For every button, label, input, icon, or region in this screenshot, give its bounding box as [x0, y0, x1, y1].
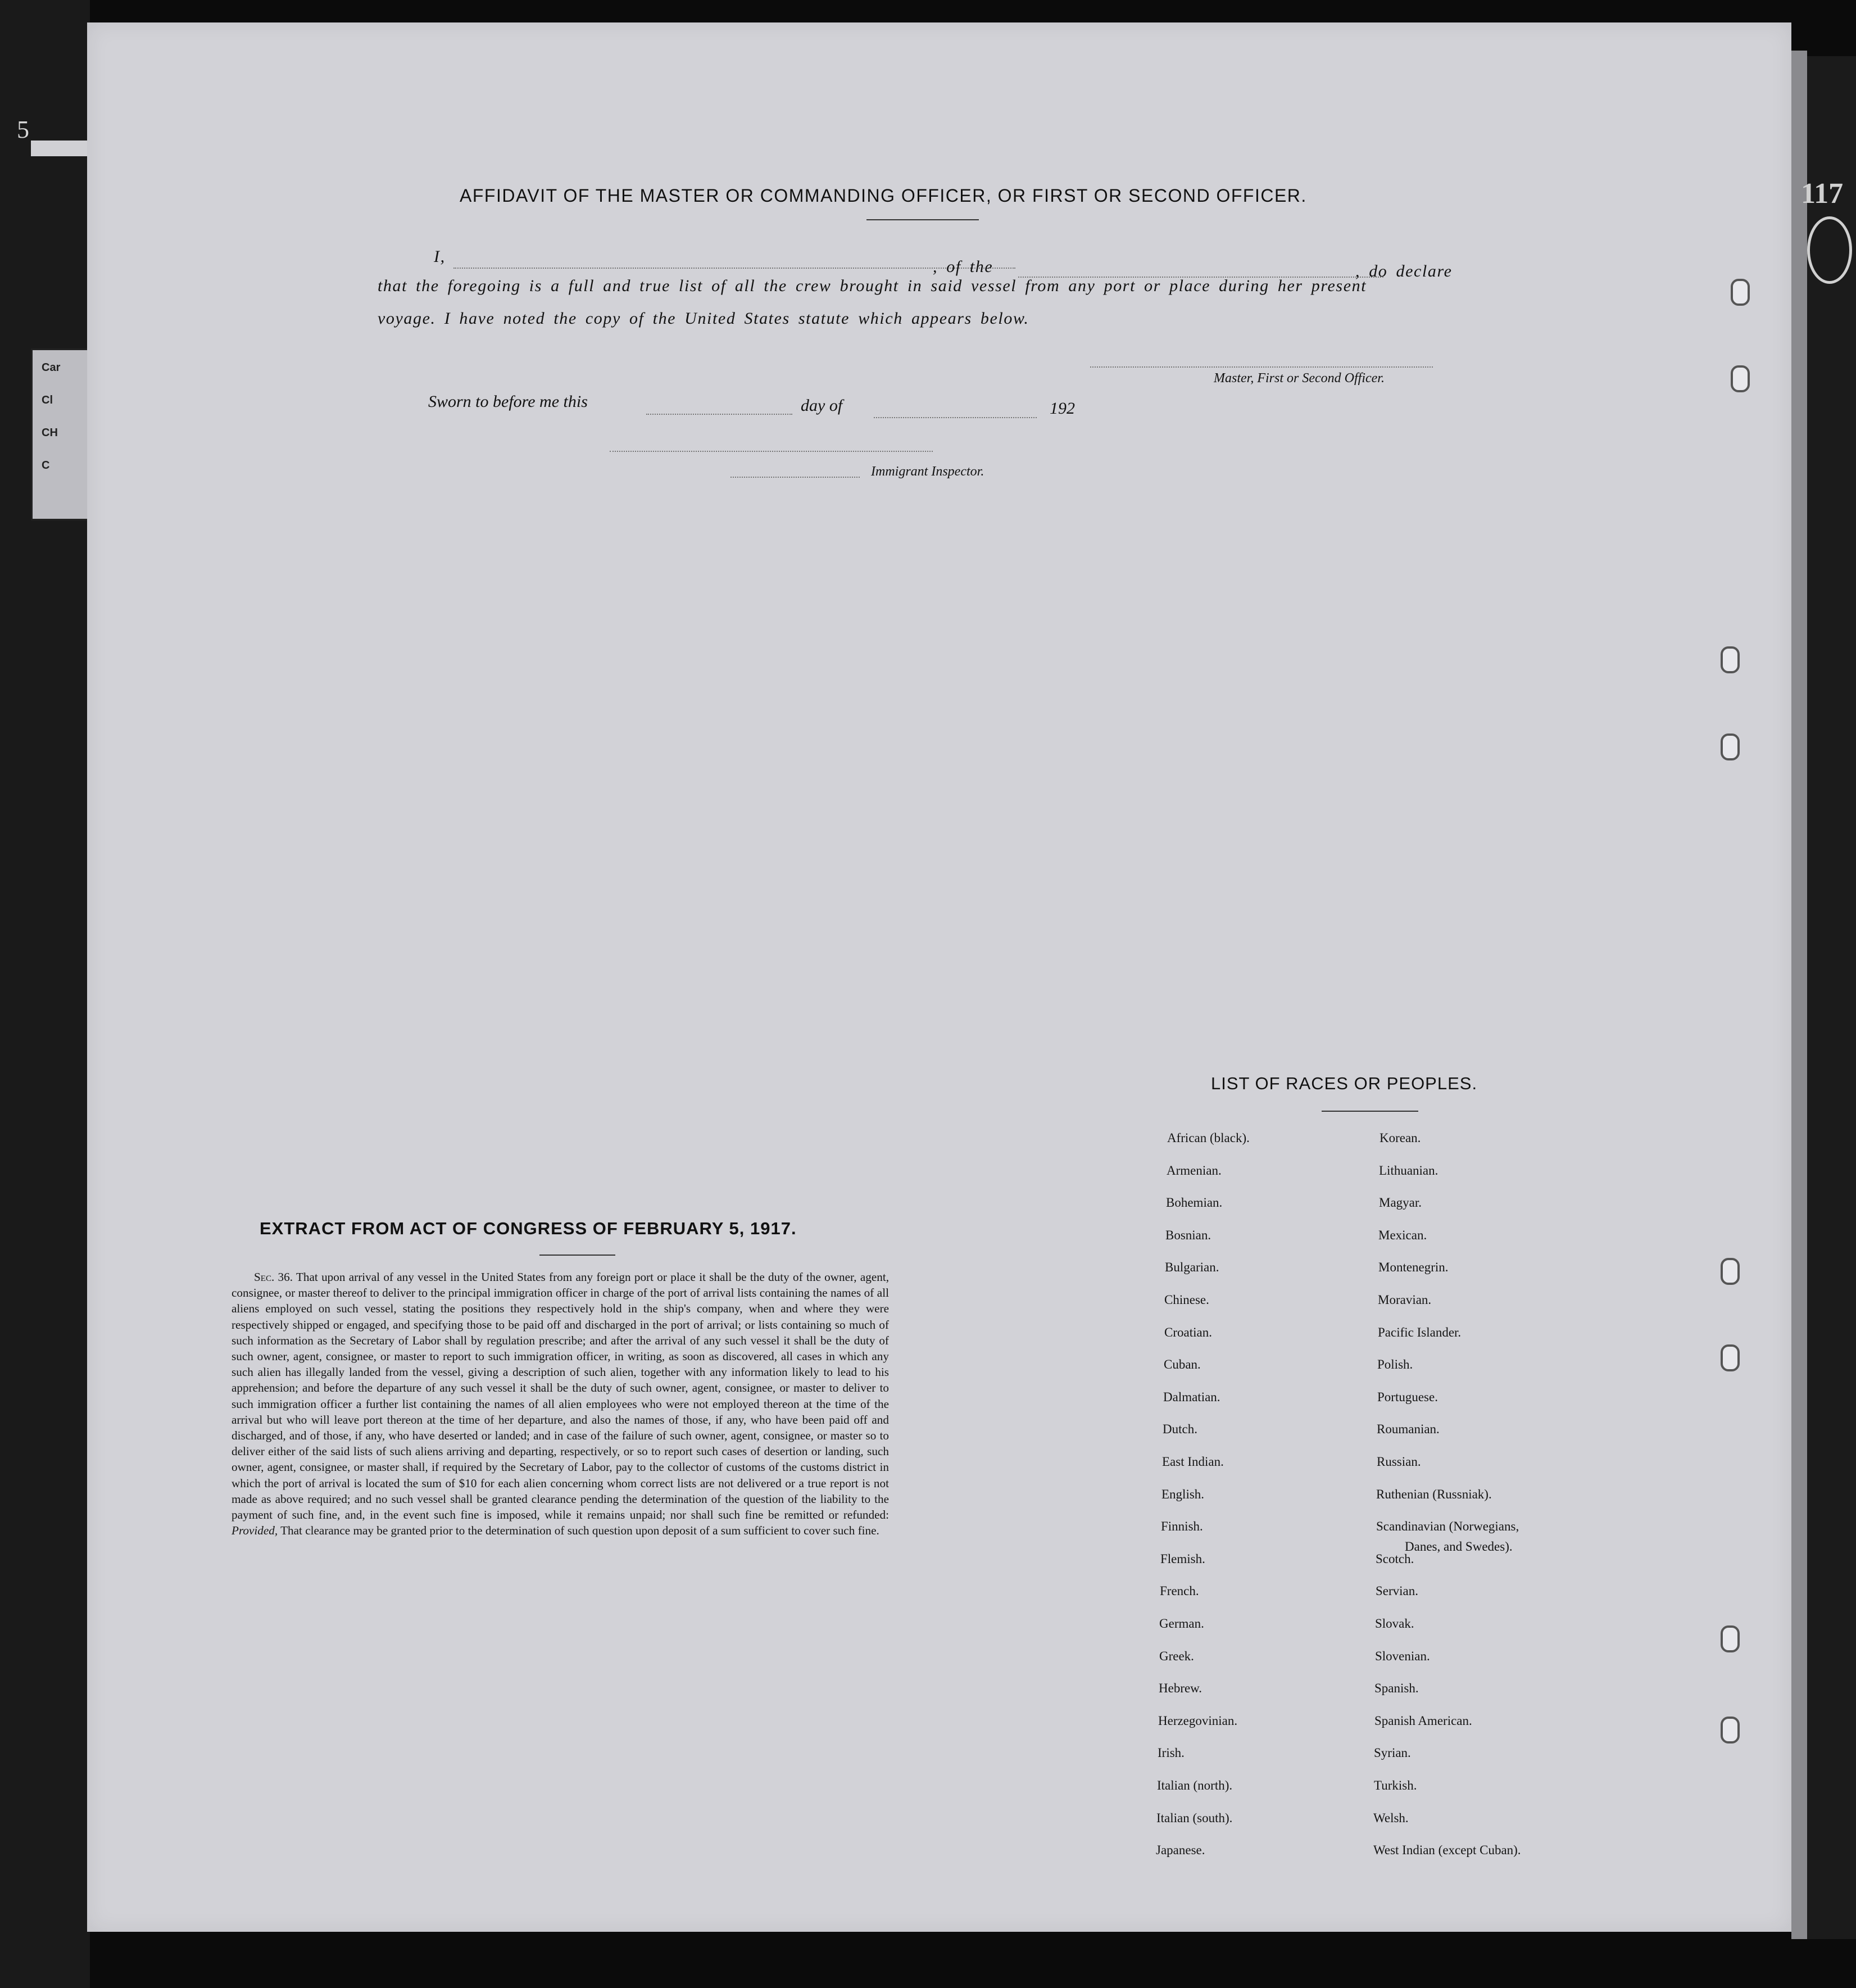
punch-hole — [1721, 733, 1740, 760]
extract-body-end: That clearance may be granted prior to the determination of such question upon deposit of a sum sufficient to cover such fine. — [280, 1524, 879, 1538]
margin-number: 5 — [17, 116, 29, 143]
race-item: German. — [1159, 1616, 1204, 1631]
race-item: Japanese. — [1156, 1843, 1205, 1857]
race-item: Chinese. — [1164, 1293, 1209, 1307]
race-item: Greek. — [1159, 1649, 1194, 1663]
race-item: Lithuanian. — [1379, 1163, 1438, 1178]
inspector-dotted-line — [730, 477, 860, 478]
inspector-signature-line[interactable] — [610, 451, 933, 452]
race-item: Dutch. — [1163, 1422, 1197, 1436]
race-item: Ruthenian (Russniak). — [1376, 1487, 1492, 1501]
name-blank[interactable] — [453, 268, 1015, 269]
scan-left-margin — [0, 0, 90, 1988]
affidavit-do-declare: , do declare — [1355, 262, 1453, 280]
race-item: English. — [1161, 1487, 1205, 1501]
scan-right-margin — [1807, 56, 1856, 1939]
extract-section: Sec. 36. — [254, 1270, 293, 1284]
race-item: Armenian. — [1167, 1163, 1222, 1178]
margin-right-mark: 117 — [1801, 178, 1844, 210]
race-item: Italian (north). — [1157, 1778, 1233, 1792]
day-blank[interactable] — [646, 414, 792, 415]
title-rule — [866, 219, 979, 220]
race-item: Moravian. — [1378, 1293, 1432, 1307]
race-item: Finnish. — [1161, 1519, 1203, 1533]
affidavit-line-2: that the foregoing is a full and true list of all the crew brought in said vessel from any port or place during her present — [378, 277, 1367, 295]
month-blank[interactable] — [874, 417, 1037, 418]
race-item: Flemish. — [1160, 1552, 1205, 1566]
affidavit-title: AFFIDAVIT OF THE MASTER OR COMMANDING OFFICER, OR FIRST OR SECOND OFFICER. — [460, 185, 1307, 206]
race-item: Polish. — [1377, 1357, 1413, 1371]
race-item: Spanish. — [1374, 1681, 1419, 1695]
race-item: East Indian. — [1162, 1455, 1224, 1469]
race-item: Pacific Islander. — [1378, 1325, 1462, 1339]
race-item: Slovak. — [1375, 1616, 1414, 1631]
race-item: West Indian (except Cuban). — [1373, 1843, 1521, 1857]
race-item: Syrian. — [1374, 1746, 1411, 1760]
extract-title: EXTRACT FROM ACT OF CONGRESS OF FEBRUARY 5, 1917. — [260, 1219, 797, 1238]
signature-line[interactable] — [1090, 366, 1433, 368]
race-item: Herzegovinian. — [1158, 1714, 1238, 1728]
race-item: Portuguese. — [1377, 1390, 1438, 1404]
affidavit-i: I, — [434, 247, 446, 266]
race-item: Turkish. — [1374, 1778, 1417, 1792]
day-of-text: day of — [801, 396, 843, 415]
extract-rule — [539, 1255, 615, 1256]
race-item: Scandinavian (Norwegians, — [1376, 1519, 1519, 1533]
race-item: Servian. — [1376, 1584, 1419, 1598]
race-item: Cuban. — [1164, 1357, 1201, 1371]
affidavit-of-the: , of the — [933, 257, 993, 276]
punch-hole — [1721, 1258, 1740, 1285]
sworn-text: Sworn to before me this — [428, 392, 588, 411]
punch-hole — [1731, 279, 1750, 306]
race-item: Hebrew. — [1159, 1681, 1202, 1695]
race-item: Italian (south). — [1156, 1811, 1233, 1825]
race-item: Magyar. — [1379, 1195, 1422, 1210]
race-item: African (black). — [1167, 1131, 1250, 1145]
extract-provided: Provided, — [232, 1524, 278, 1538]
inspector-label: Immigrant Inspector. — [871, 464, 984, 479]
race-item-continuation: Danes, and Swedes). — [1405, 1539, 1513, 1554]
race-item: Roumanian. — [1377, 1422, 1440, 1436]
margin-card-line: CH — [42, 427, 58, 439]
margin-card — [31, 348, 90, 520]
punch-hole — [1721, 1344, 1740, 1371]
race-item: Croatian. — [1164, 1325, 1212, 1339]
punch-hole — [1721, 1717, 1740, 1744]
margin-card-line: Car — [42, 361, 61, 374]
races-rule — [1322, 1111, 1418, 1112]
punch-hole — [1721, 646, 1740, 673]
extract-text — [232, 1269, 889, 1538]
margin-right-oval — [1807, 216, 1852, 284]
race-item: Bohemian. — [1166, 1195, 1223, 1210]
extract-body-main: That upon arrival of any vessel in the United States from any foreign port or place it shall be the duty of the owner, agent, consignee, or master thereof to deliver to the principal immigration officer in charge of the port of arrival lists containing the names of all aliens employed on such vessel, stating the positions they respectively hold in the ship's company, when and where they were respectively shipped or engaged, and specifying those to be paid off and discharged in the port of arrival; or lists containing so much of such information as the Secretary of Labor shall by regulation prescribe; and after the arrival of any such vessel it shall be the duty of such owner, agent, consignee, or master to report to such immigration officer, in writing, as soon as discovered, all cases in which any such alien has illegally landed from the vessel, giving a description of such alien, together with any information likely to lead to his apprehension; and before the departure of any such vessel it shall be the duty of such owner, agent, consignee, or master to deliver to such immigration officer a further list containing the names of all alien employees who were not employed thereon at the time of the arrival but who will leave port thereon at the time of her departure, and also the names of those, if any, who have been paid off and discharged, and of those, if any, who have deserted or landed; and in case of the failure of such owner, agent, consignee, or master so to deliver either of the said lists of such aliens arriving and departing, respectively, or so to report such cases of desertion or landing, such owner, agent, consignee, or master shall, if required by the Secretary of Labor, pay to the collector of customs of the customs district in which the port of arrival is located the sum of $10 for each alien concerning whom correct lists are not delivered or a true report is not made as above required; and no such vessel shall be granted clearance pending the determination of the question of the liability to the payment of such fine, and, in the event such fine is imposed, while it remains unpaid; nor shall such fine be remitted or refunded: — [232, 1270, 890, 1522]
race-item: Spanish American. — [1374, 1714, 1472, 1728]
race-item: French. — [1160, 1584, 1199, 1598]
race-item: Irish. — [1158, 1746, 1185, 1760]
affidavit-line-3: voyage. I have noted the copy of the United States statute which appears below. — [378, 309, 1029, 328]
year-prefix: 192 — [1050, 399, 1075, 418]
races-title: LIST OF RACES OR PEOPLES. — [1211, 1074, 1478, 1093]
race-item: Montenegrin. — [1378, 1260, 1449, 1274]
punch-hole — [1721, 1625, 1740, 1652]
page-edge — [1791, 51, 1807, 1939]
race-item: Dalmatian. — [1163, 1390, 1220, 1404]
race-item: Scotch. — [1376, 1552, 1414, 1566]
race-item: Bulgarian. — [1165, 1260, 1219, 1274]
margin-card-line: C — [42, 459, 50, 472]
punch-hole — [1731, 365, 1750, 392]
margin-card-line: Cl — [42, 394, 53, 406]
race-item: Russian. — [1377, 1455, 1421, 1469]
race-item: Mexican. — [1378, 1228, 1427, 1242]
margin-tab — [31, 141, 87, 156]
race-item: Bosnian. — [1165, 1228, 1211, 1242]
signature-label: Master, First or Second Officer. — [1214, 371, 1385, 386]
race-item: Slovenian. — [1375, 1649, 1430, 1663]
race-item: Welsh. — [1373, 1811, 1409, 1825]
race-item: Korean. — [1379, 1131, 1421, 1145]
